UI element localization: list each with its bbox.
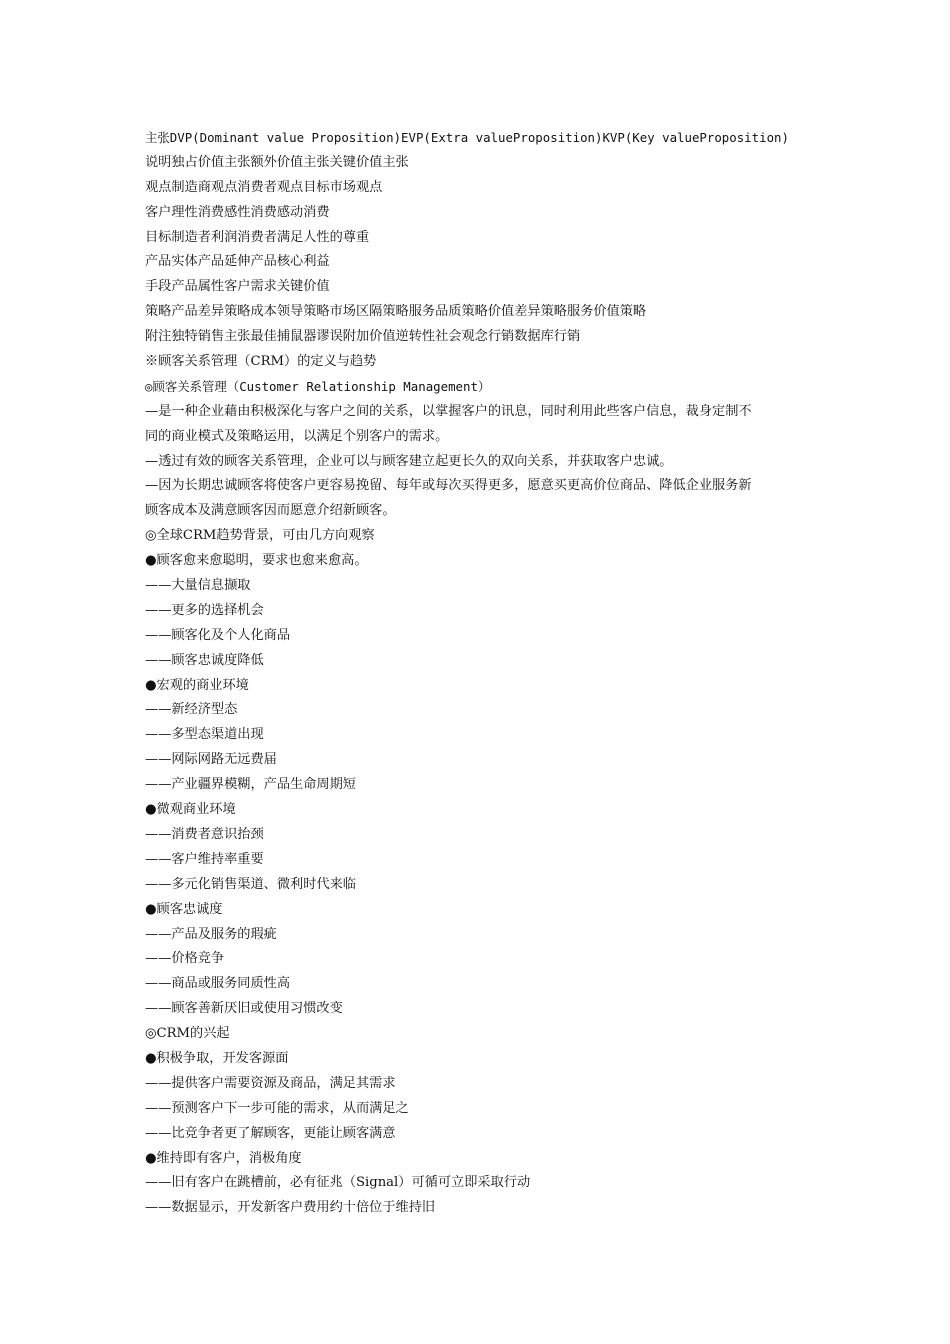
list-item: ——产业疆界模糊，产品生命周期短 — [145, 777, 356, 793]
text-line: 顾客成本及满意顾客因而愿意介绍新顾客。 — [145, 503, 396, 519]
list-item: ——旧有客户在跳槽前，必有征兆（Signal）可循可立即采取行动 — [145, 1175, 531, 1191]
text-line: —是一种企业藉由积极深化与客户之间的关系，以掌握客户的讯息，同时利用此些客户信息，裁身定制不 — [145, 403, 752, 419]
text-line: 观点制造商观点消费者观点目标市场观点 — [145, 179, 383, 195]
list-item: ——新经济型态 — [145, 702, 238, 718]
list-item: ——客户维持率重要 — [145, 851, 264, 867]
list-item: ——产品及服务的瑕疵 — [145, 926, 277, 942]
list-item: ——顾客化及个人化商品 — [145, 627, 291, 643]
text-line: 主张DVP(Dominant value Proposition)EVP(Extra valueProposition)KVP(Key valueProposition) — [145, 130, 789, 145]
list-item: ——数据显示，开发新客户费用约十倍位于维持旧 — [145, 1200, 436, 1216]
text-line: —因为长期忠诚顾客将使客户更容易挽留、每年或每次买得更多，愿意买更高价位商品、降低企业服务新 — [145, 478, 752, 494]
text-line: 客户理性消费感性消费感动消费 — [145, 204, 330, 220]
list-item: ——网际网路无远费届 — [145, 752, 277, 768]
bullet-heading: ●积极争取，开发客源面 — [145, 1050, 289, 1066]
list-item: ——预测客户下一步可能的需求，从而满足之 — [145, 1100, 409, 1116]
bullet-heading: ●宏观的商业环境 — [145, 677, 249, 693]
subsection-heading: ◎CRM的兴起 — [145, 1026, 230, 1042]
text-line: 产品实体产品延伸产品核心利益 — [145, 254, 330, 270]
text-line: 手段产品属性客户需求关键价值 — [145, 279, 330, 295]
bullet-heading: ●维持即有客户，消极角度 — [145, 1150, 302, 1166]
section-heading: ※顾客关系管理（CRM）的定义与趋势 — [145, 354, 377, 370]
list-item: ——大量信息撷取 — [145, 578, 251, 594]
text-line: 同的商业模式及策略运用，以满足个别客户的需求。 — [145, 428, 449, 444]
list-item: ——商品或服务同质性高 — [145, 976, 291, 992]
text-line: 目标制造者利润消费者满足人性的尊重 — [145, 229, 370, 245]
bullet-heading: ●顾客愈来愈聪明，要求也愈来愈高。 — [145, 553, 368, 569]
text-line: 附注独特销售主张最佳捕鼠器谬误附加价值逆转性社会观念行销数据库行销 — [145, 329, 581, 345]
list-item: ——提供客户需要资源及商品，满足其需求 — [145, 1075, 396, 1091]
subsection-heading: ◎全球CRM趋势背景，可由几方向观察 — [145, 528, 375, 544]
list-item: ——更多的选择机会 — [145, 602, 264, 618]
list-item: ——价格竞争 — [145, 951, 225, 967]
text-line: —透过有效的顾客关系管理，企业可以与顾客建立起更长久的双向关系，并获取客户忠诚。 — [145, 453, 673, 469]
list-item: ——顾客忠诚度降低 — [145, 652, 264, 668]
list-item: ——比竞争者更了解顾客，更能让顾客满意 — [145, 1125, 396, 1141]
list-item: ——多元化销售渠道、微利时代来临 — [145, 876, 356, 892]
bullet-heading: ●微观商业环境 — [145, 802, 236, 818]
list-item: ——多型态渠道出现 — [145, 727, 264, 743]
subsection-heading: ◎顾客关系管理（Customer Relationship Management） — [145, 378, 491, 394]
text-line: 策略产品差异策略成本领导策略市场区隔策略服务品质策略价值差异策略服务价值策略 — [145, 304, 647, 320]
document-page — [145, 126, 810, 1221]
list-item: ——顾客善新厌旧或使用习惯改变 — [145, 1001, 343, 1017]
list-item: ——消费者意识抬颈 — [145, 826, 264, 842]
bullet-heading: ●顾客忠诚度 — [145, 901, 223, 917]
text-line: 说明独占价值主张额外价值主张关键价值主张 — [145, 154, 409, 170]
